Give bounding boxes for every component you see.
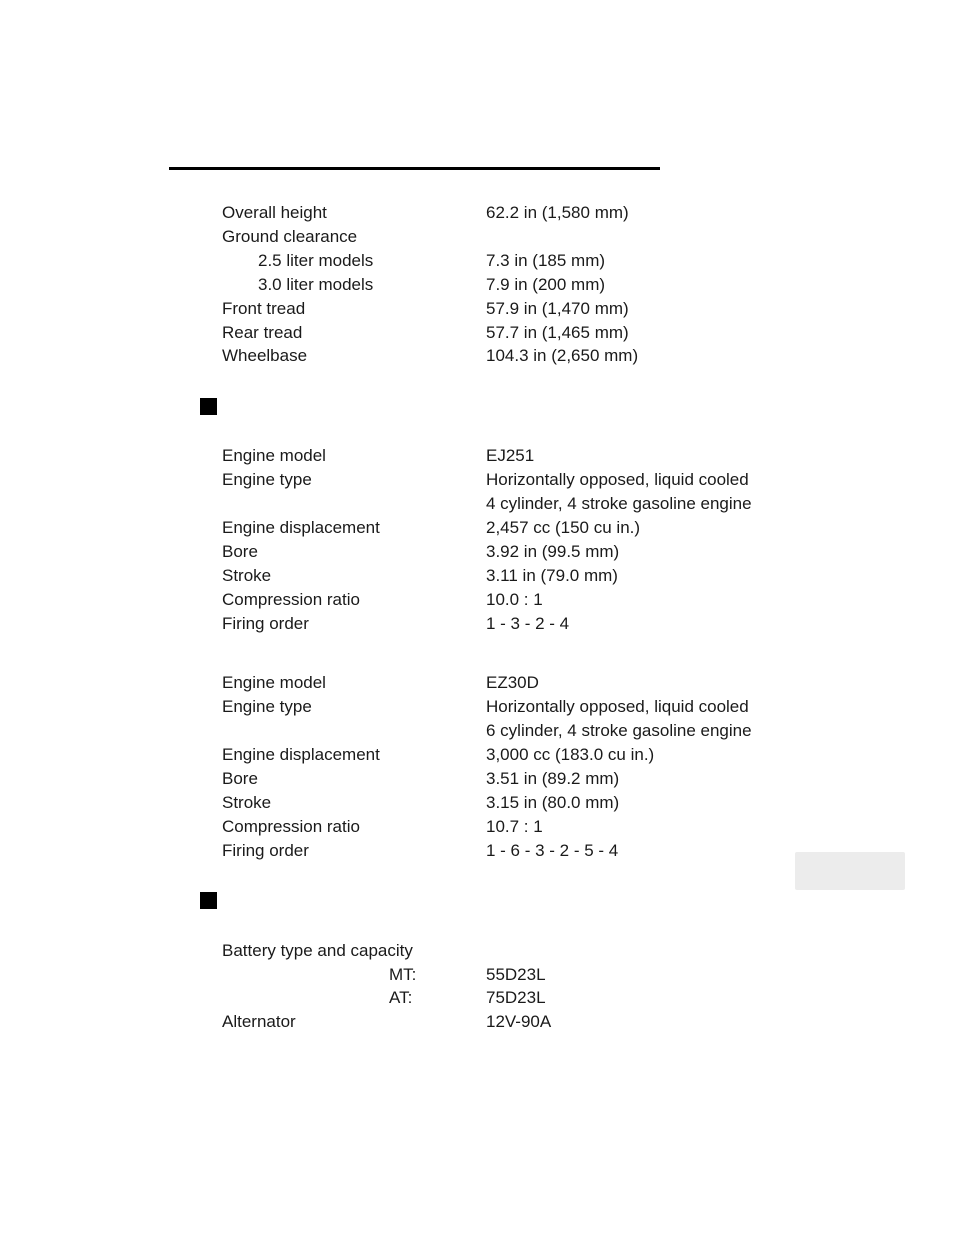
spec-value: 3.11 in (79.0 mm) — [486, 566, 618, 585]
spec-row — [0, 540, 954, 564]
spec-label: Battery type and capacity — [222, 941, 413, 960]
spec-value: 2,457 cc (150 cu in.) — [486, 518, 641, 537]
spec-label: Engine type — [222, 470, 312, 489]
spec-label: Engine displacement — [222, 745, 380, 764]
spec-row — [0, 986, 954, 1010]
spec-value: EJ251 — [486, 446, 535, 465]
spec-value: 1 - 6 - 3 - 2 - 5 - 4 — [486, 841, 619, 860]
spec-label: 3.0 liter models — [258, 275, 374, 294]
spec-label: Bore — [222, 769, 258, 788]
spec-label: Engine displacement — [222, 518, 380, 537]
spec-value: 12V-90A — [486, 1012, 552, 1031]
spec-row — [0, 588, 954, 612]
spec-row — [0, 297, 954, 321]
spec-row — [0, 468, 954, 492]
spec-row — [0, 444, 954, 468]
spec-label: Overall height — [222, 203, 327, 222]
spec-label: AT: — [389, 988, 413, 1007]
spec-row — [0, 225, 954, 249]
spec-row — [0, 791, 954, 815]
spec-value: 10.0 : 1 — [486, 590, 543, 609]
spec-value: 3.15 in (80.0 mm) — [486, 793, 620, 812]
spec-value: 104.3 in (2,650 mm) — [486, 346, 639, 365]
spec-row — [0, 963, 954, 987]
spec-value: 57.7 in (1,465 mm) — [486, 323, 629, 342]
spec-label: Compression ratio — [222, 817, 360, 836]
engine-section-marker — [200, 398, 217, 415]
spec-value: 6 cylinder, 4 stroke gasoline engine — [486, 721, 752, 740]
spec-label: Stroke — [222, 566, 272, 585]
spec-value: 7.3 in (185 mm) — [486, 251, 606, 270]
spec-label: MT: — [389, 965, 417, 984]
spec-value: 10.7 : 1 — [486, 817, 543, 836]
spec-label: Engine model — [222, 446, 326, 465]
spec-row — [0, 201, 954, 225]
spec-value: 4 cylinder, 4 stroke gasoline engine — [486, 494, 752, 513]
spec-row — [0, 612, 954, 636]
spec-row — [0, 492, 954, 516]
spec-row — [0, 767, 954, 791]
spec-row — [0, 1010, 954, 1034]
spec-value: 3.92 in (99.5 mm) — [486, 542, 620, 561]
spec-label: Engine model — [222, 673, 326, 692]
spec-label: Front tread — [222, 299, 306, 318]
spec-value: 1 - 3 - 2 - 4 — [486, 614, 570, 633]
spec-row — [0, 815, 954, 839]
electrical-section-marker — [200, 892, 217, 909]
spec-label: Firing order — [222, 841, 309, 860]
spec-label: Firing order — [222, 614, 309, 633]
spec-value: 55D23L — [486, 965, 546, 984]
spec-label: Engine type — [222, 697, 312, 716]
spec-value: 3.51 in (89.2 mm) — [486, 769, 620, 788]
spec-label: Rear tread — [222, 323, 303, 342]
spec-label: Wheelbase — [222, 346, 308, 365]
spec-value: Horizontally opposed, liquid cooled — [486, 697, 749, 716]
spec-label: Ground clearance — [222, 227, 358, 246]
spec-row — [0, 743, 954, 767]
spec-value: 75D23L — [486, 988, 546, 1007]
spec-row — [0, 695, 954, 719]
spec-row — [0, 564, 954, 588]
spec-value: 57.9 in (1,470 mm) — [486, 299, 629, 318]
spec-value: 3,000 cc (183.0 cu in.) — [486, 745, 655, 764]
spec-row — [0, 671, 954, 695]
spec-row — [0, 516, 954, 540]
spec-row — [0, 249, 954, 273]
spec-value: 62.2 in (1,580 mm) — [486, 203, 629, 222]
spec-row — [0, 719, 954, 743]
section-tab — [795, 852, 905, 890]
spec-value: EZ30D — [486, 673, 539, 692]
spec-label: Bore — [222, 542, 258, 561]
header-rule — [169, 167, 660, 170]
spec-row — [0, 344, 954, 368]
spec-row — [0, 939, 954, 963]
spec-label: 2.5 liter models — [258, 251, 374, 270]
spec-value: 7.9 in (200 mm) — [486, 275, 606, 294]
spec-value: Horizontally opposed, liquid cooled — [486, 470, 749, 489]
spec-label: Stroke — [222, 793, 272, 812]
spec-label: Alternator — [222, 1012, 296, 1031]
spec-row — [0, 321, 954, 345]
spec-row — [0, 273, 954, 297]
spec-label: Compression ratio — [222, 590, 360, 609]
